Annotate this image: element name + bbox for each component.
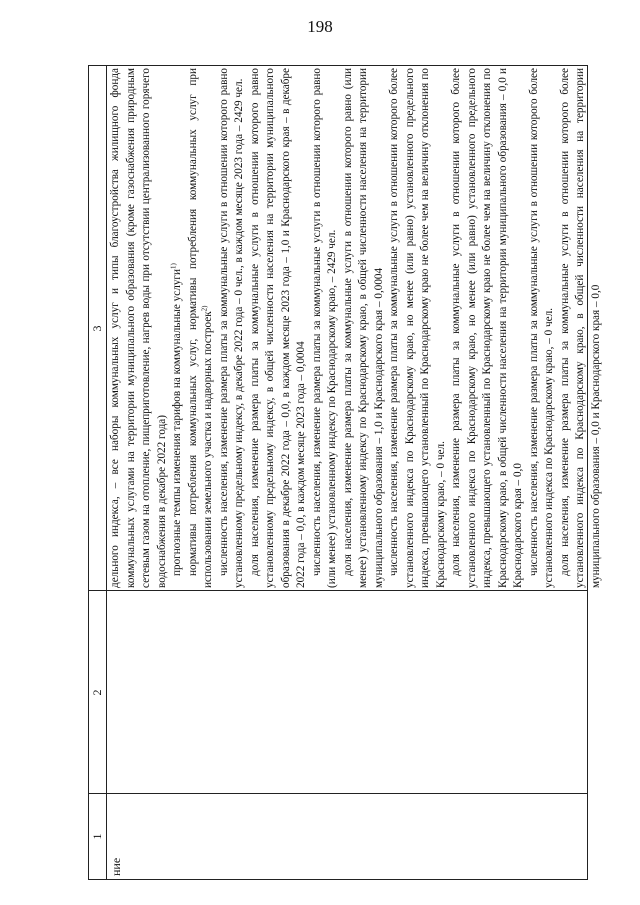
paragraph xyxy=(170,68,186,588)
paragraph xyxy=(108,68,170,588)
paragraph-text: доля населения, изменение размера платы за коммунальные услуги в отношении которого более установленного индекса по Краснодарскому краю, в общей численности населения на территории муниципального образования – 0,0 и Краснодарского края – 0,0 xyxy=(558,68,602,588)
paragraph-text: нормативы потребления коммунальных услуг, нормативы потребления коммунальных услуг при использовании земельного участка и надворных построек xyxy=(186,68,214,588)
column-divider-2 xyxy=(89,590,587,591)
paragraph xyxy=(387,68,449,588)
paragraph xyxy=(186,68,217,588)
paragraph-text: дельного индекса, – все наборы коммунальных услуг и типы благоустройства жилищного фонда коммунальных услугами на территории муниципального образования (кроме газоснабжения природным сетевым газом на отопление, пищеприготовление, нагрев воды при отсутствии централизованного горячего водоснабжения в декабре 2022 года) xyxy=(109,68,168,588)
column-divider-1 xyxy=(89,793,587,794)
paragraph xyxy=(310,68,341,588)
rotated-table-wrapper xyxy=(88,65,602,880)
paragraph-text: численность населения, изменение размера платы за коммунальные услуги в отношении которого более установленного индекса по Краснодарскому краю, – 0 чел. xyxy=(527,68,555,588)
column-number-3: 3 xyxy=(90,325,104,332)
paragraph-text: численность населения, изменение размера платы за коммунальные услуги в отношении которого равно установленному предельному индексу, в декабре 2022 года – 0 чел., в каждом месяце 2023 года – 2429 чел. xyxy=(217,68,245,588)
paragraph xyxy=(341,68,388,588)
paragraph xyxy=(217,68,248,588)
paragraph xyxy=(248,68,310,588)
column-number-row xyxy=(89,66,107,879)
column-number-1: 1 xyxy=(90,833,104,840)
paragraph xyxy=(449,68,527,588)
paragraph-text: численность населения, изменение размера платы за коммунальные услуги в отношении которого более установленного индекса по Краснодарскому краю, но менее (или равно) установленного предельного индекса, превышающего установленный по Краснодарскому краю не более чем на величину отклонения по Краснодарскому краю, – 0 чел. xyxy=(388,68,447,588)
footnote-marker: 2) xyxy=(200,305,209,312)
column-1-text: ние xyxy=(109,857,123,876)
paragraph-text: прогнозные темпы изменения тарифов на коммунальные услуги xyxy=(171,269,183,576)
column-3-text xyxy=(108,68,604,588)
data-table xyxy=(88,65,602,880)
column-number-2: 2 xyxy=(90,689,104,696)
paragraph-text: доля населения, изменение размера платы за коммунальные услуги в отношении которого равно (или менее) установленному индексу по Краснодарскому краю, в общей численности населения на территории муниципального образования – 1,0 и Краснодарского края – 0,0004 xyxy=(341,68,385,588)
page-number: 198 xyxy=(307,17,333,36)
footnote-marker: 1) xyxy=(169,263,178,270)
paragraph-text: доля населения, изменение размера платы за коммунальные услуги в отношении которого равно установленному предельному индексу, в общей численности населения на территории муниципального образования в декабре 2022 года – 0,0, в каждом месяце 2023 года – 1,0 и Краснодарского края – в декабре 2022 года – 0,0, в каждом месяце 2023 года – 0,0004 xyxy=(248,68,307,588)
paragraph-text: численность населения, изменение размера платы за коммунальные услуги в отношении которого равно (или менее) установленному индексу по Краснодарскому краю, – 2429 чел. xyxy=(310,68,338,588)
paragraph xyxy=(558,68,605,588)
paragraph-text: доля населения, изменение размера платы за коммунальные услуги в отношении которого более установленного индекса по Краснодарскому краю, но менее (или равно) установленного предельного индекса, превышающего установленный по Краснодарскому краю не более чем на величину отклонения по Краснодарскому краю, в общей численности населения на территории муниципального образования – 0,0 и Краснодарского края – 0,0 xyxy=(450,68,524,588)
paragraph xyxy=(527,68,558,588)
